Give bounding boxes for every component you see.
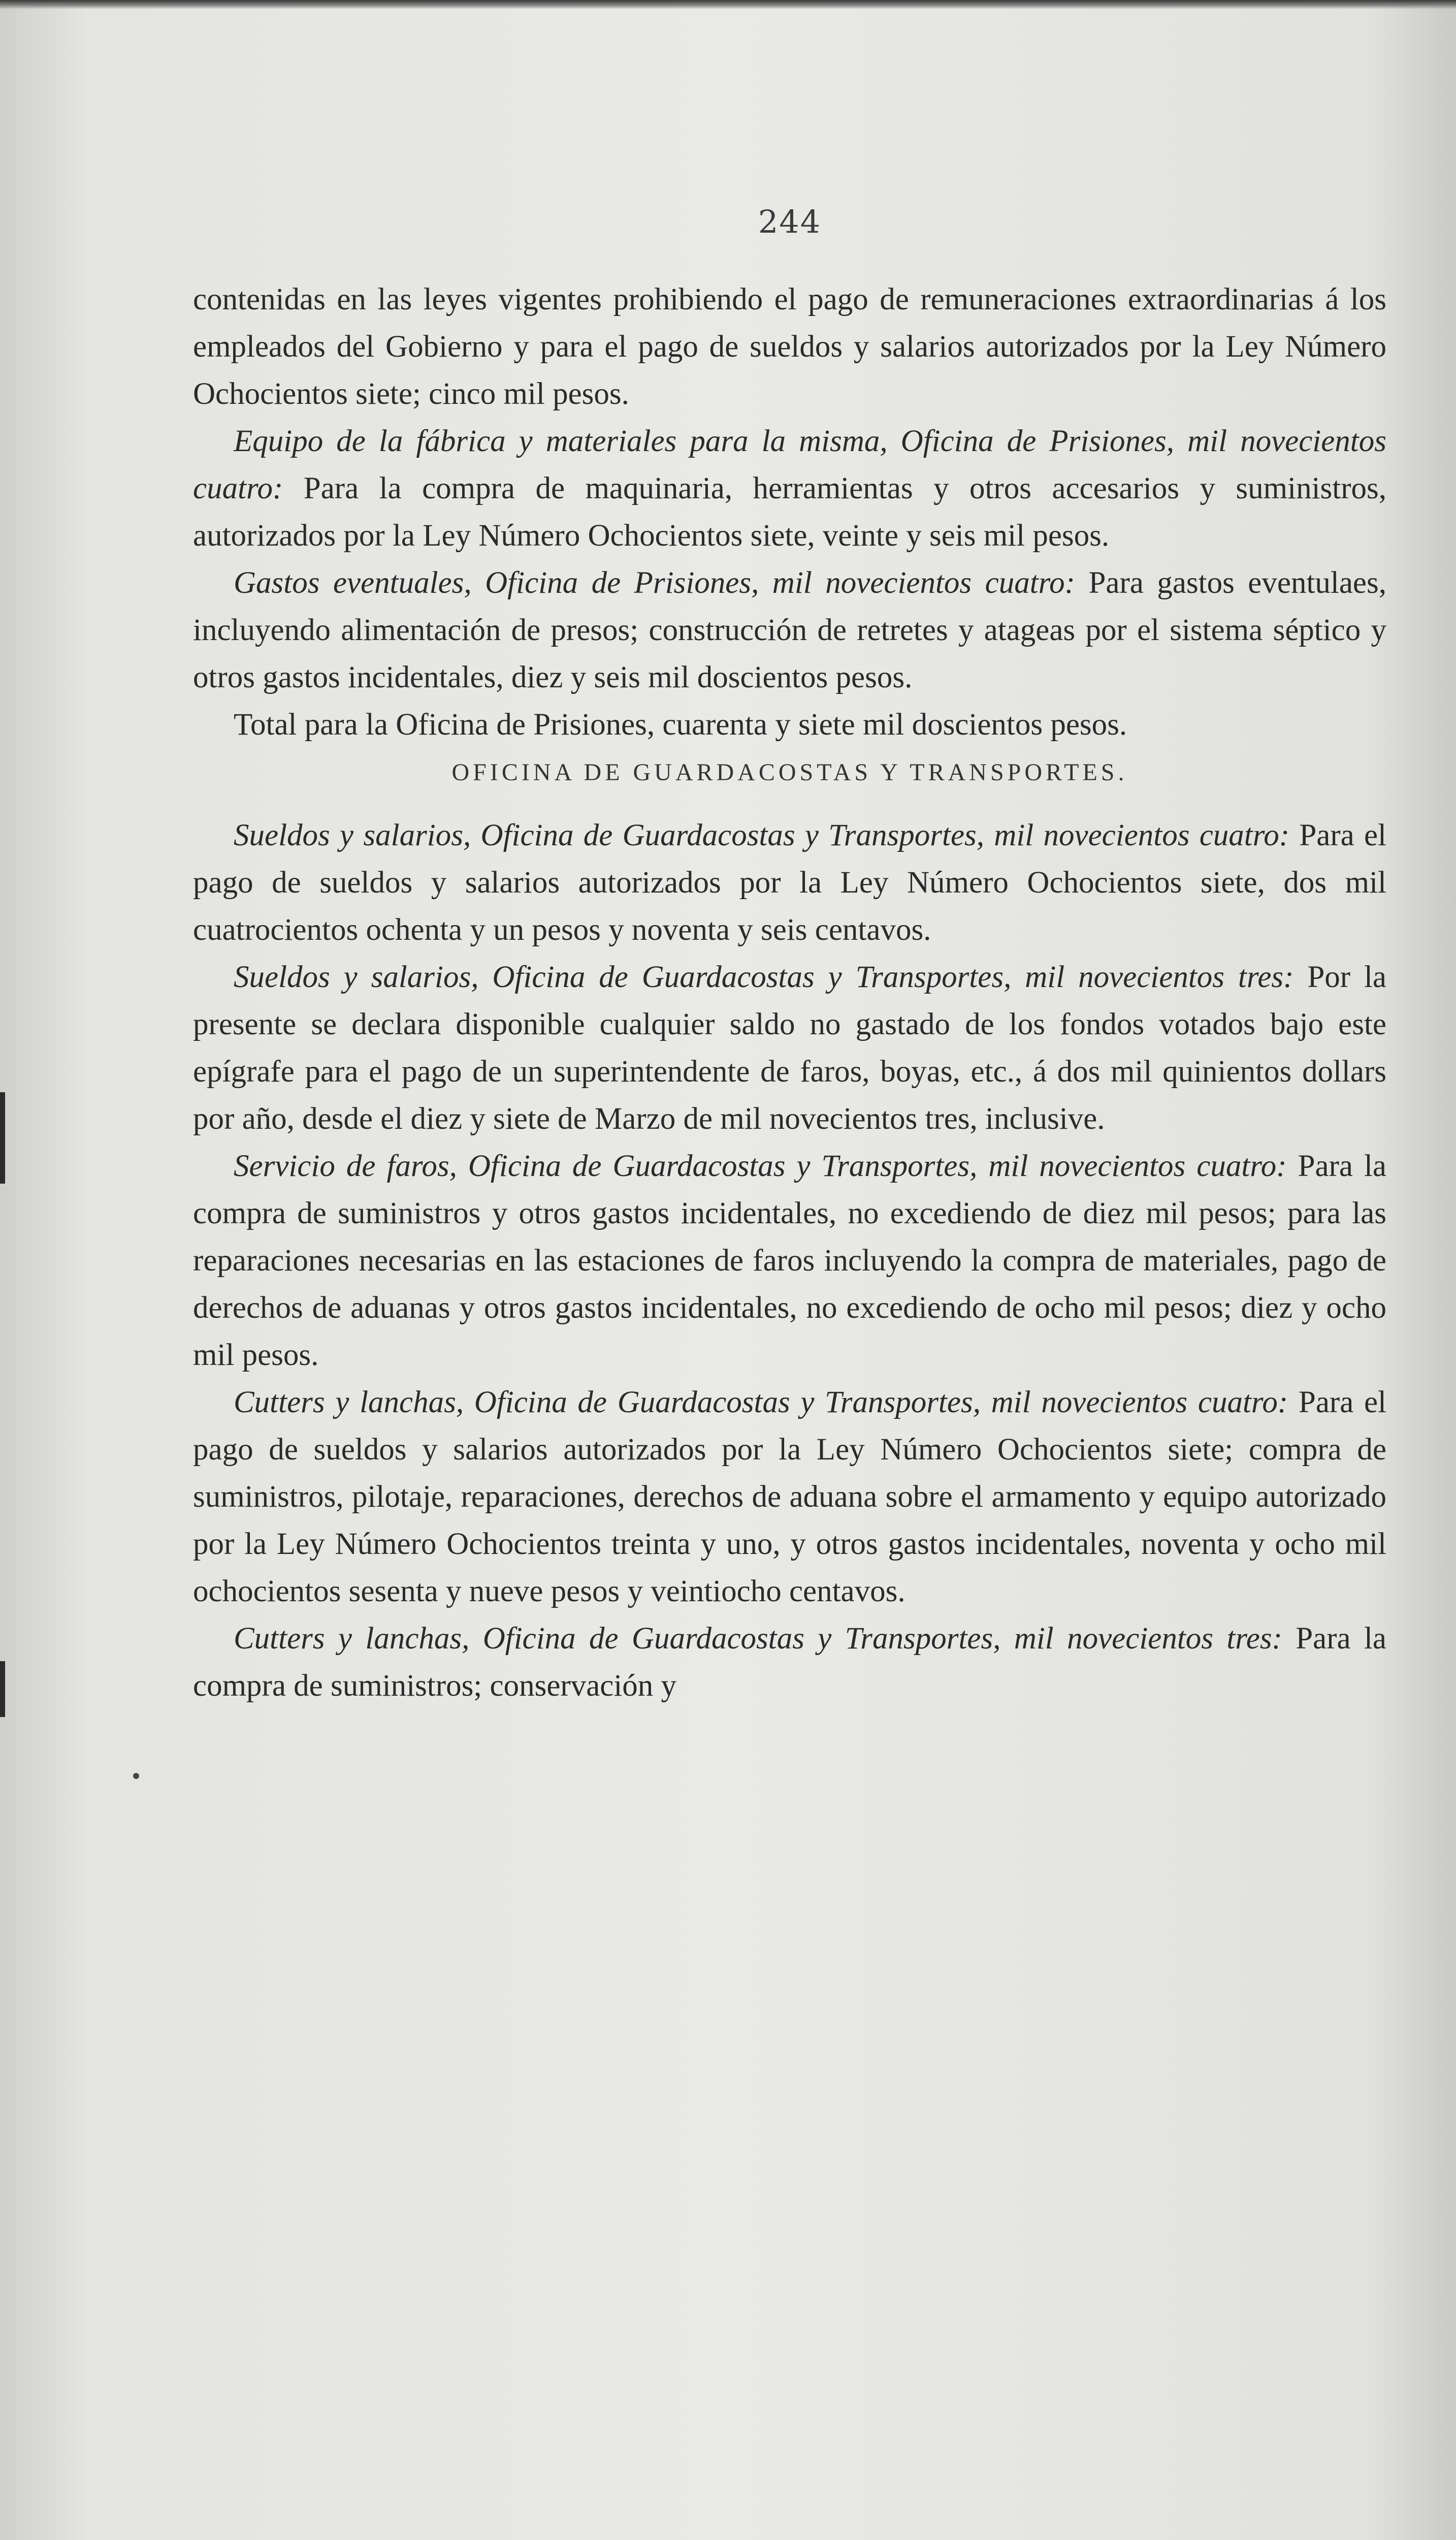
paragraph-1 [193, 276, 1386, 418]
page-top-edge-shadow [0, 0, 1456, 9]
section-paragraph-2 [193, 954, 1386, 1142]
binding-mark [0, 1092, 5, 1184]
paragraph-title: Cutters y lanchas, Oficina de Guardacostas y Transportes, mil novecientos tres: [234, 1622, 1282, 1656]
paragraph-title: Servicio de faros, Oficina de Guardacostas y Transportes, mil novecientos cuatro: [234, 1149, 1287, 1183]
paragraph-title: Gastos eventuales, Oficina de Prisiones, mil novecientos cuatro: [234, 566, 1075, 600]
paragraph-text: contenidas en las leyes vigentes prohibiendo el pago de remuneraciones extraordinarias á los empleados del Gobierno y para el pago de sueldos y salarios autorizados por la Ley Número Ochocientos siete; cinco mil pesos. [193, 282, 1386, 411]
section-paragraph-3 [193, 1142, 1386, 1379]
paragraph-text: Para la compra de maquinaria, herramientas y otros accesarios y suministros, autorizados por la Ley Número Ochocientos siete, veinte y seis mil pesos. [193, 471, 1386, 553]
paragraph-text: Para el pago de sueldos y salarios autorizados por la Ley Número Ochocientos siete; compra de suministros, pilotaje, reparaciones, derechos de aduana sobre el armamento y equipo autorizado por la Ley Número Ochocientos treinta y uno, y otros gastos incidentales, noventa y ocho mil ochocientos sesenta y nueve pesos y veintiocho centavos. [193, 1385, 1386, 1608]
document-page [193, 203, 1386, 1709]
paragraph-title: Cutters y lanchas, Oficina de Guardacostas y Transportes, mil novecientos cuatro: [234, 1385, 1288, 1419]
section-heading: OFICINA DE GUARDACOSTAS Y TRANSPORTES. [451, 759, 1128, 786]
binding-mark [0, 1661, 5, 1717]
page-number: 244 [758, 203, 822, 240]
paragraph-text: Total para la Oficina de Prisiones, cuarenta y siete mil doscientos pesos. [234, 708, 1127, 742]
section-paragraph-4 [193, 1379, 1386, 1615]
paragraph-4 [193, 701, 1386, 748]
section-paragraph-1 [193, 812, 1386, 954]
paragraph-text: Para gastos eventulaes, incluyendo alimentación de presos; construcción de retretes y atageas por el sistema séptico y otros gastos incidentales, diez y seis mil doscientos pesos. [193, 566, 1386, 694]
paragraph-text: Para la compra de suministros y otros gastos incidentales, no excediendo de diez mil pesos; para las reparaciones necesarias en las estaciones de faros incluyendo la compra de materiales, pago de derechos de aduanas y otros gastos incidentales, no excediendo de ocho mil pesos; diez y ocho mil pesos. [193, 1149, 1386, 1372]
paragraph-title: Sueldos y salarios, Oficina de Guardacostas y Transportes, mil novecientos cuatro: [234, 818, 1290, 852]
section-paragraph-5 [193, 1615, 1386, 1709]
paragraph-text: Para el pago de sueldos y salarios autorizados por la Ley Número Ochocientos siete, dos mil cuatrocientos ochenta y un pesos y noventa y seis centavos. [193, 818, 1386, 947]
stray-ink-dot [133, 1773, 139, 1779]
paragraph-text: Por la presente se declara disponible cualquier saldo no gastado de los fondos votados bajo este epígrafe para el pago de un superintendente de faros, boyas, etc., á dos mil quinientos dollars por año, desde el diez y siete de Marzo de mil novecientos tres, inclusive. [193, 960, 1387, 1136]
paragraph-text: Para la compra de suministros; conservación y [193, 1622, 1386, 1703]
paragraph-3 [193, 559, 1386, 701]
paragraph-title: Equipo de la fábrica y materiales para la misma, Oficina de Prisiones, mil novecientos cuatro: [193, 424, 1386, 505]
paragraph-title: Sueldos y salarios, Oficina de Guardacostas y Transportes, mil novecientos tres: [234, 960, 1294, 994]
paragraph-2 [193, 418, 1386, 559]
